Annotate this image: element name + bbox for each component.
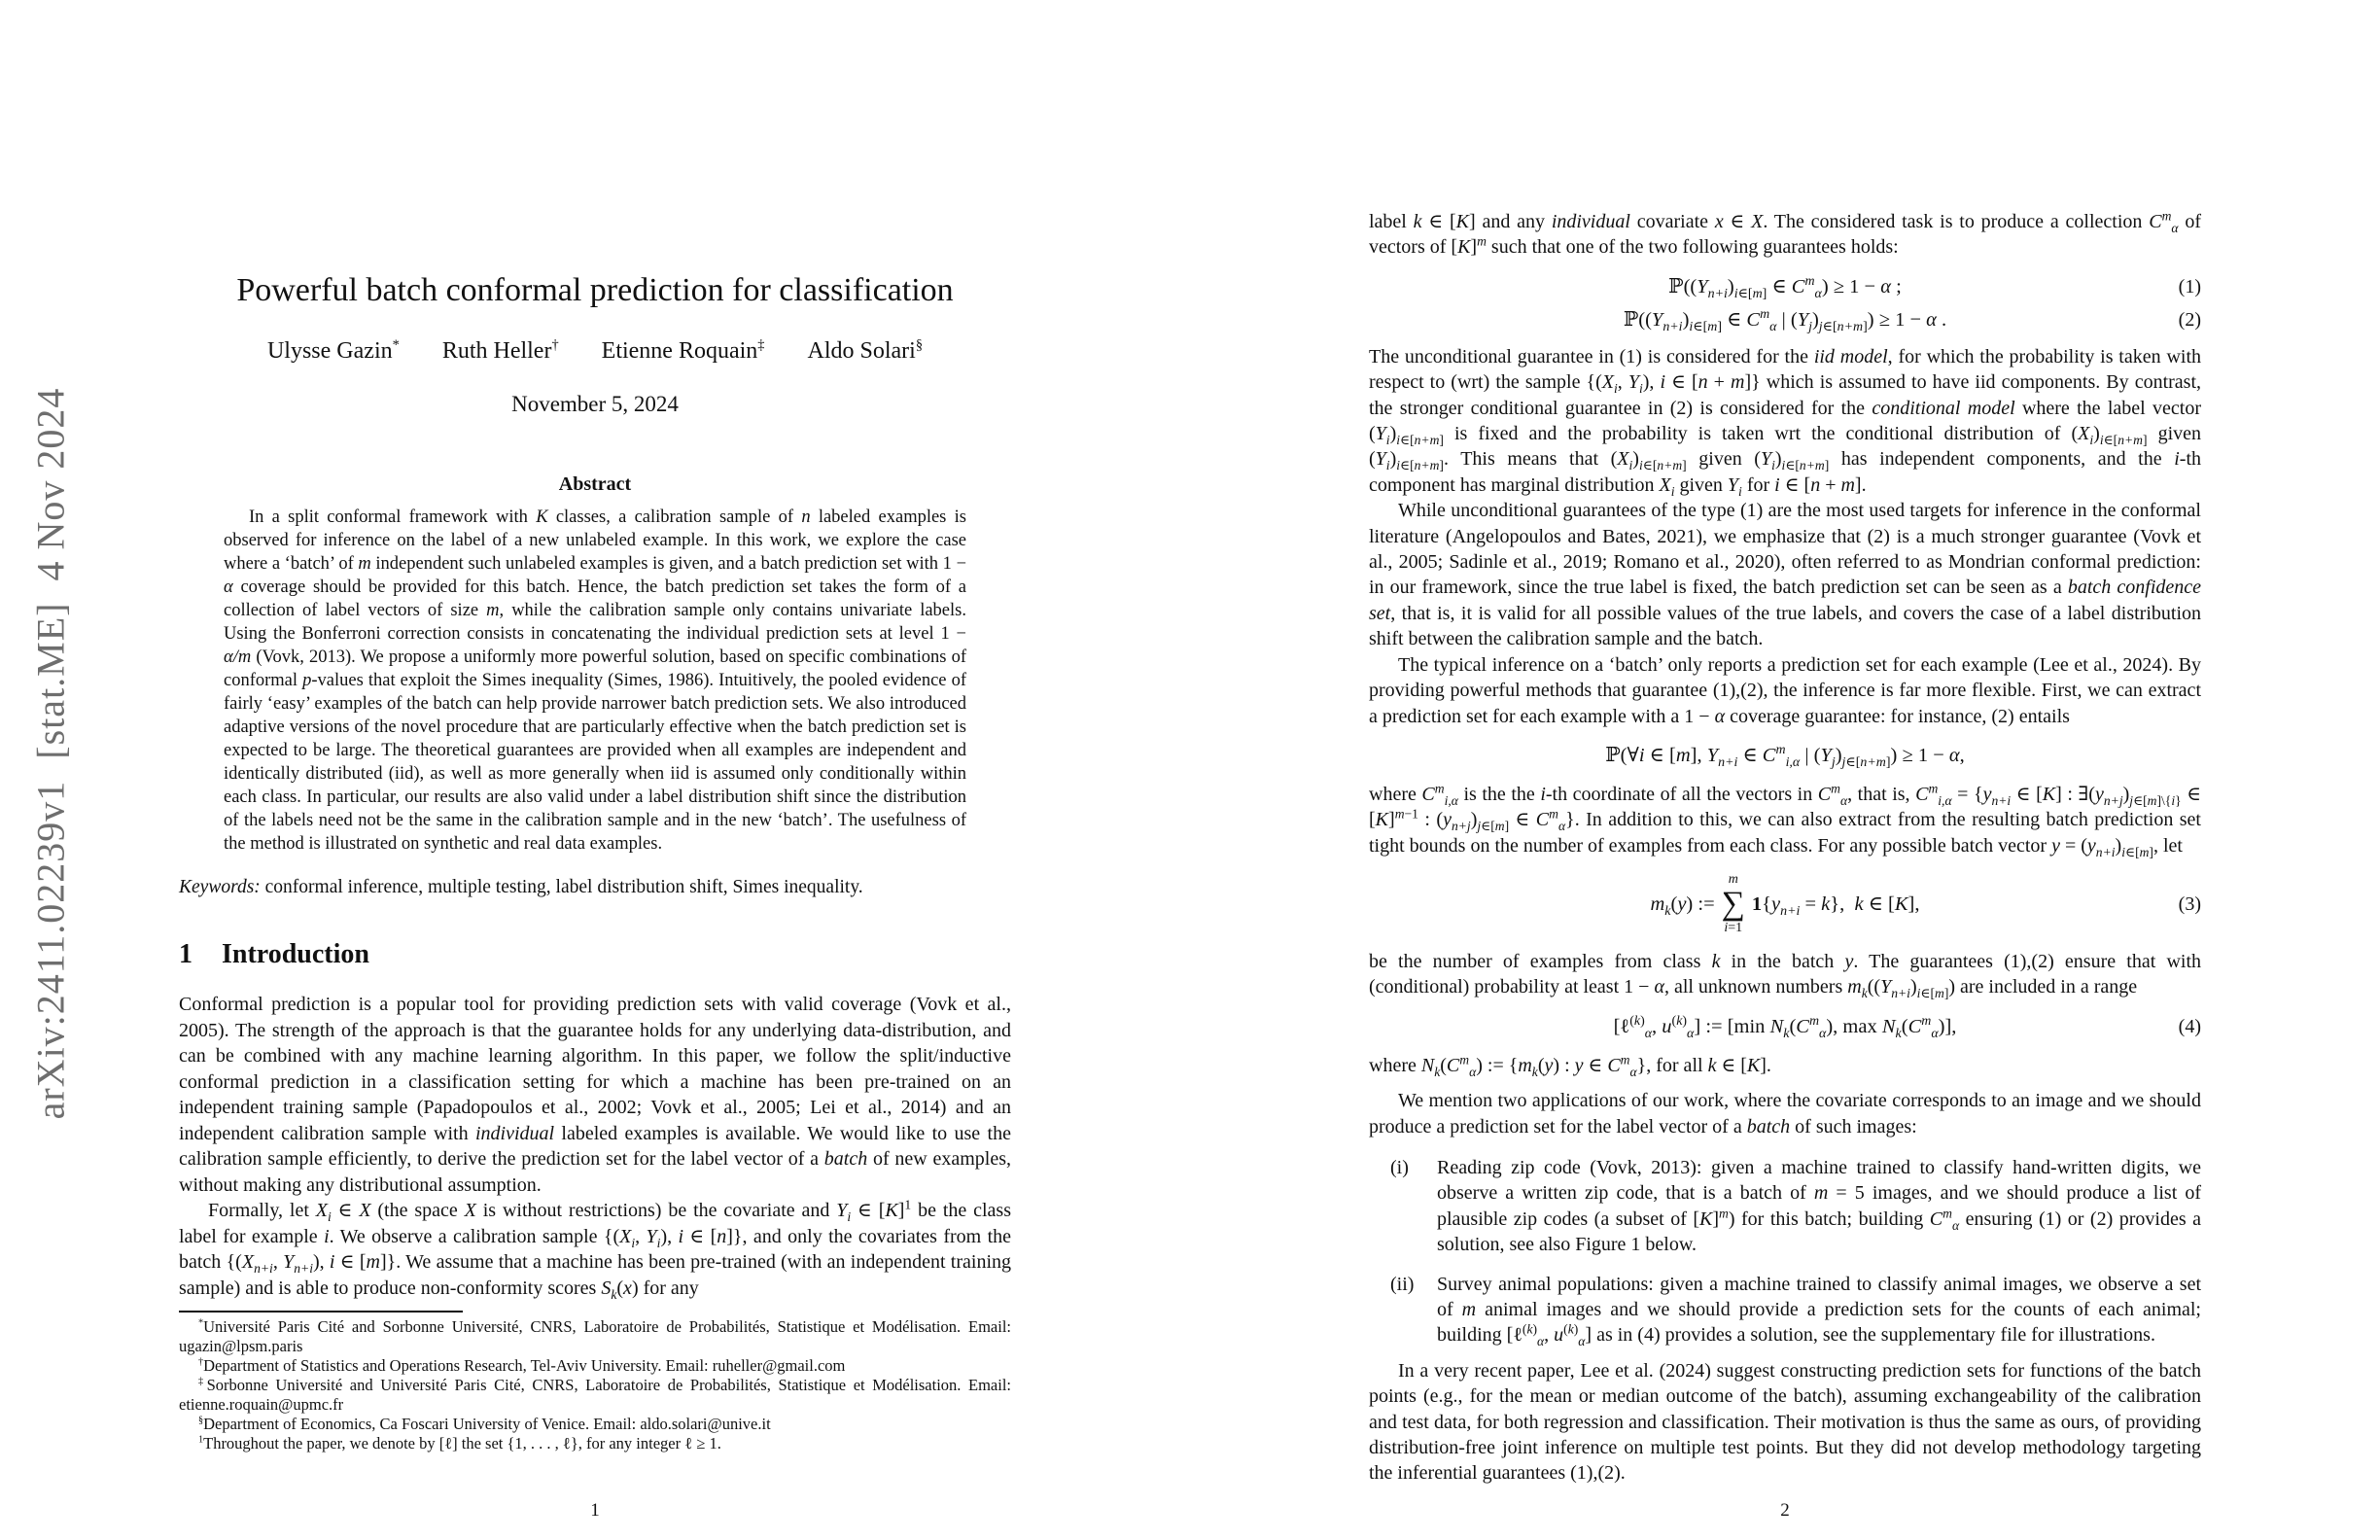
list-item-animal-survey bbox=[1369, 1272, 2201, 1348]
paper-title: Powerful batch conformal prediction for classification bbox=[236, 272, 954, 308]
paragraph-while: While unconditional guarantees of the type (1) are the most used targets for inference in the conformal literature (Angelopoulos and Bates, 2021), we emphasize that (2) is a much stronger guarantee (Vovk et al., 2005; Sadinle et al., 2019; Romano et al., 2020), often referred to as Mondrian conformal prediction: in our framework, since the true label is fixed, the batch prediction set can be seen as a batch confidence set, that is, it is valid for all possible values of the true labels, and covers the case of a label distribution shift between the calibration sample and the batch. bbox=[1369, 500, 2202, 650]
equation-3-body bbox=[1650, 872, 1919, 935]
footnote-notation: $^1$Throughout the paper, we denote by [ℓ] the set {1, . . . , ℓ}, for any integer ℓ ≥ 1. bbox=[198, 1434, 721, 1452]
footnote-affiliation-3: ‡Sorbonne Université and Université Paris Cité, CNRS, Laboratoire de Probabilités, Statistique et Modélisation. Email: etienne.roquain@upmc.fr bbox=[179, 1376, 1011, 1414]
equation-coverage bbox=[1369, 741, 2201, 770]
author-name: Aldo Solari bbox=[807, 338, 916, 364]
equation-2 bbox=[1369, 305, 2201, 334]
author-3 bbox=[602, 338, 765, 365]
equation-2-body: $ℙ((Y_{n+i})_{i\in[m]}$ ∈ $C^m_\alpha$ | $(Y_j)_{j\in[n+m]}) \ge 1 - \alpha$ . bbox=[1623, 306, 1947, 334]
author-name: Ruth Heller bbox=[441, 338, 552, 364]
author-name: Etienne Roquain bbox=[601, 338, 758, 364]
summation-upper-limit: m bbox=[1728, 872, 1738, 888]
summation-lower-limit: i=1 bbox=[1724, 920, 1743, 935]
publication-date: November 5, 2024 bbox=[511, 392, 679, 416]
page-number-1: 1 bbox=[590, 1500, 600, 1521]
author-name: Ulysse Gazin bbox=[266, 338, 393, 364]
equation-2-number: (2) bbox=[2178, 308, 2201, 331]
keywords-line: Keywords: conformal inference, multiple testing, label distribution shift, Simes inequality. bbox=[179, 877, 863, 897]
footnote-affiliation-1: *Université Paris Cité and Sorbonne Université, CNRS, Laboratoire de Probabilités, Statistique et Modélisation. Email: ugazin@lpsm.paris bbox=[179, 1317, 1011, 1355]
author-affiliation-mark: ‡ bbox=[757, 337, 765, 353]
sigma-icon: ∑ bbox=[1721, 885, 1745, 922]
equation-4-number: (4) bbox=[2178, 1015, 2201, 1037]
section-title: Introduction bbox=[222, 939, 369, 969]
list-item-zip-code bbox=[1369, 1155, 2201, 1258]
equation-1-number: (1) bbox=[2178, 275, 2201, 298]
section-number: 1 bbox=[179, 939, 192, 969]
author-list bbox=[179, 338, 1011, 365]
application-list bbox=[1369, 1155, 2201, 1348]
equation-4-body: [ℓ$^{(k)}_\alpha$, $u^{(k)}_\alpha$] := [min $N_k(C^m_\alpha)$, $\max N_k(C^m_\alpha)$], bbox=[1613, 1013, 1957, 1041]
list-item-label: (i) bbox=[1390, 1156, 1409, 1178]
author-affiliation-mark: § bbox=[915, 337, 924, 353]
paragraph-count: be the number of examples from class k in the batch y. The guarantees (1),(2) ensure that with (conditional) probability at least 1 − α, all unknown numbers $m_k((Y_{n+i})_{i\in[m]})$ are included in a range bbox=[1369, 950, 2201, 1001]
equation-coverage-body: ℙ(∀i ∈ [m], $Y_{n+i}$ ∈ $C^m_{i,\alpha}$ | $(Y_j)_{j\in[n+m]}) \ge 1 - \alpha$, bbox=[1605, 743, 1965, 770]
paragraph-where-range: where $N_k(C^m_\alpha)$ := {$m_k(y)$ : y ∈ $C^m_\alpha$}, for all k ∈ [K]. bbox=[1369, 1052, 1771, 1079]
paragraph-task: label k ∈ [K] and any individual covariate x ∈ X. The considered task is to produce a collection $C^m_\alpha$ of vectors of $[K]^m$ such that one of the two following guarantees holds: bbox=[1369, 208, 2201, 259]
page-1 bbox=[179, 0, 1012, 1521]
equation-1 bbox=[1369, 272, 2201, 301]
intro-paragraph-1: Conformal prediction is a popular tool for providing prediction sets with valid coverage (Vovk et al., 2005). The strength of the approach is that the guarantee holds for any underlying data-distribution, and can be combined with any machine learning algorithm. In this paper, we follow the split/inductive conformal prediction in a classification setting for which a machine has been pre-trained on an independent training sample (Papadopoulos et al., 2002; Vovk et al., 2005; Lei et al., 2014) and an independent calibration sample with individual labeled examples is available. We would like to use the calibration sample efficiently, to derive the prediction set for the label vector of a batch of new examples, without making any distributional assumption. bbox=[179, 994, 1011, 1196]
summation-symbol bbox=[1722, 872, 1745, 935]
list-item-label: (ii) bbox=[1390, 1273, 1415, 1295]
equation-3-number: (3) bbox=[2178, 892, 2201, 915]
author-affiliation-mark: * bbox=[392, 337, 400, 353]
paragraph-models: The unconditional guarantee in (1) is considered for the iid model, for which the probability is taken with respect to (wrt) the sample {($X_i$, $Y_i$), i ∈ [n + m]} which is assumed to have iid components. By contrast, the stronger conditional guarantee in (2) is considered for the conditional model where the label vector $(Y_i)_{i\in[n+m]}$ is fixed and the probability is taken wrt the conditional distribution of $(X_i)_{i\in[n+m]}$ given $(Y_i)_{i\in[n+m]}$. This means that $(X_i)_{i\in[n+m]}$ given $(Y_i)_{i\in[n+m]}$ has independent components, and the i-th component has marginal distribution $X_i$ given $Y_i$ for i ∈ [n + m]. bbox=[1369, 345, 2202, 499]
abstract-text: In a split conformal framework with K classes, a calibration sample of n labeled examples is observed for inference on the label of a new unlabeled example. In this work, we explore the case where a ‘batch’ of m independent such unlabeled examples is given, and a batch prediction set with 1 − α coverage should be provided for this batch. Hence, the batch prediction set takes the form of a collection of label vectors of size m, while the calibration sample only contains univariate labels. Using the Bonferroni correction consists in concatenating the individual prediction sets at level 1 − α/m (Vovk, 2013). We propose a uniformly more powerful solution, based on specific combinations of conformal p-values that exploit the Simes inequality (Simes, 1986). Intuitively, the pooled evidence of fairly ‘easy’ examples of the batch can help provide narrower batch prediction sets. We also introduced adaptive versions of the novel procedure that are particularly effective when the batch prediction set is expected to be large. The theoretical guarantees are provided when all examples are independent and identically distributed (iid), as well as more generally when iid is assumed only conditionally within each class. In particular, our results are also valid under a label distribution shift since the distribution of the labels need not be the same in the calibration sample and in the new ‘batch’. The usefulness of the method is illustrated on synthetic and real data examples. bbox=[224, 508, 967, 854]
equation-3-rhs: $1\{y_{n+i} = k\}$, k ∈ [K], bbox=[1751, 892, 1920, 919]
paragraph-where-coordinate: where $C^m_{i,\alpha}$ is the the i-th coordinate of all the vectors in $C^m_\alpha$, that is, $C^m_{i,\alpha} = \{y_{n+i}$ ∈ [K] : $\exists(y_{n+j})_{j\in[m]\backslash\{i\}}$ ∈ $[K]^{m-1}$ : $(y_{n+j})_{j\in[m]}$ ∈ $C^m_\alpha$}. In addition to this, we can also extract from the resulting batch prediction set tight bounds on the number of examples from each class. For any possible batch vector $y = (y_{n+i})_{i\in[m]}$, let bbox=[1369, 781, 2201, 859]
page-2 bbox=[1369, 0, 2202, 1521]
paragraph-related-work: In a very recent paper, Lee et al. (2024) suggest constructing prediction sets for functions of the batch points (e.g., for the mean or median outcome of the batch), assuming exchangeability of the calibration and test data, for both regression and classification. Their motivation is thus the same as ours, of providing distribution-free joint inference on multiple test points. But they did not develop methodology targeting the inferential guarantees (1),(2). bbox=[1369, 1359, 2201, 1485]
abstract-heading: Abstract bbox=[558, 473, 632, 495]
author-4 bbox=[808, 338, 924, 365]
equation-1-body: $ℙ((Y_{n+i})_{i\in[m]}$ ∈ $C^m_\alpha) \ge 1 - \alpha$ ; bbox=[1668, 273, 1902, 301]
equation-group-guarantees bbox=[1369, 272, 2201, 334]
footnote-block bbox=[179, 1317, 1011, 1453]
footnote-affiliation-2: †Department of Statistics and Operations Research, Tel-Aviv University. Email: ruheller@gmail.com bbox=[198, 1356, 846, 1375]
paragraph-typical: The typical inference on a ‘batch’ only reports a prediction set for each example (Lee et al., 2024). By providing powerful methods that guarantee (1),(2), the inference is far more flexible. First, we can extract a prediction set for each example with a 1 − α coverage guarantee: for instance, (2) entails bbox=[1369, 653, 2201, 727]
list-item-text: Survey animal populations: given a machine trained to classify animal images, we observe a set of m animal images and we should provide a prediction sets for the counts of each animal; building [ℓ$^{(k)}_\alpha$, $u^{(k)}_\alpha$] as in (4) provides a solution, see the supplementary file for illustrations. bbox=[1437, 1273, 2201, 1349]
equation-4 bbox=[1369, 1012, 2201, 1041]
list-item-text: Reading zip code (Vovk, 2013): given a machine trained to classify hand-written digits, we observe a written zip code, that is a batch of m = 5 images, and we should produce a list of plausible zip codes (a subset of $[K]^m$) for this batch; building $C^m_\alpha$ ensuring (1) or (2) provides a solution, see also Figure 1 below. bbox=[1437, 1156, 2202, 1256]
intro-paragraph-2: Formally, let $X_i$ ∈ X (the space X is without restrictions) be the covariate and $Y_i$ ∈ $[K]^1$ be the class label for example i. We observe a calibration sample {($X_i$, $Y_i$), i ∈ [n]}, and only the covariates from the batch {($X_{n+i}$, $Y_{n+i}$), i ∈ [m]}. We assume that a machine has been pre-trained (with an independent training sample) and is able to produce non-conformity scores $S_k(x)$ for any bbox=[179, 1197, 1012, 1302]
author-affiliation-mark: † bbox=[551, 337, 559, 353]
footnote-rule bbox=[179, 1311, 463, 1312]
equation-3-lhs: $m_k(y)$ := bbox=[1650, 892, 1715, 919]
paragraph-applications: We mention two applications of our work, where the covariate corresponds to an image and we should produce a prediction set for the label vector of a batch of such images: bbox=[1369, 1090, 2201, 1138]
author-2 bbox=[442, 338, 559, 365]
arxiv-watermark: arXiv:2411.02239v1 [stat.ME] 4 Nov 2024 bbox=[28, 387, 73, 1120]
page-number-2: 2 bbox=[1780, 1500, 1790, 1521]
section-heading-introduction bbox=[179, 939, 1011, 970]
author-1 bbox=[267, 338, 400, 365]
equation-3 bbox=[1369, 872, 2201, 935]
footnote-affiliation-4: §Department of Economics, Ca Foscari University of Venice. Email: aldo.solari@unive.it bbox=[198, 1415, 771, 1433]
